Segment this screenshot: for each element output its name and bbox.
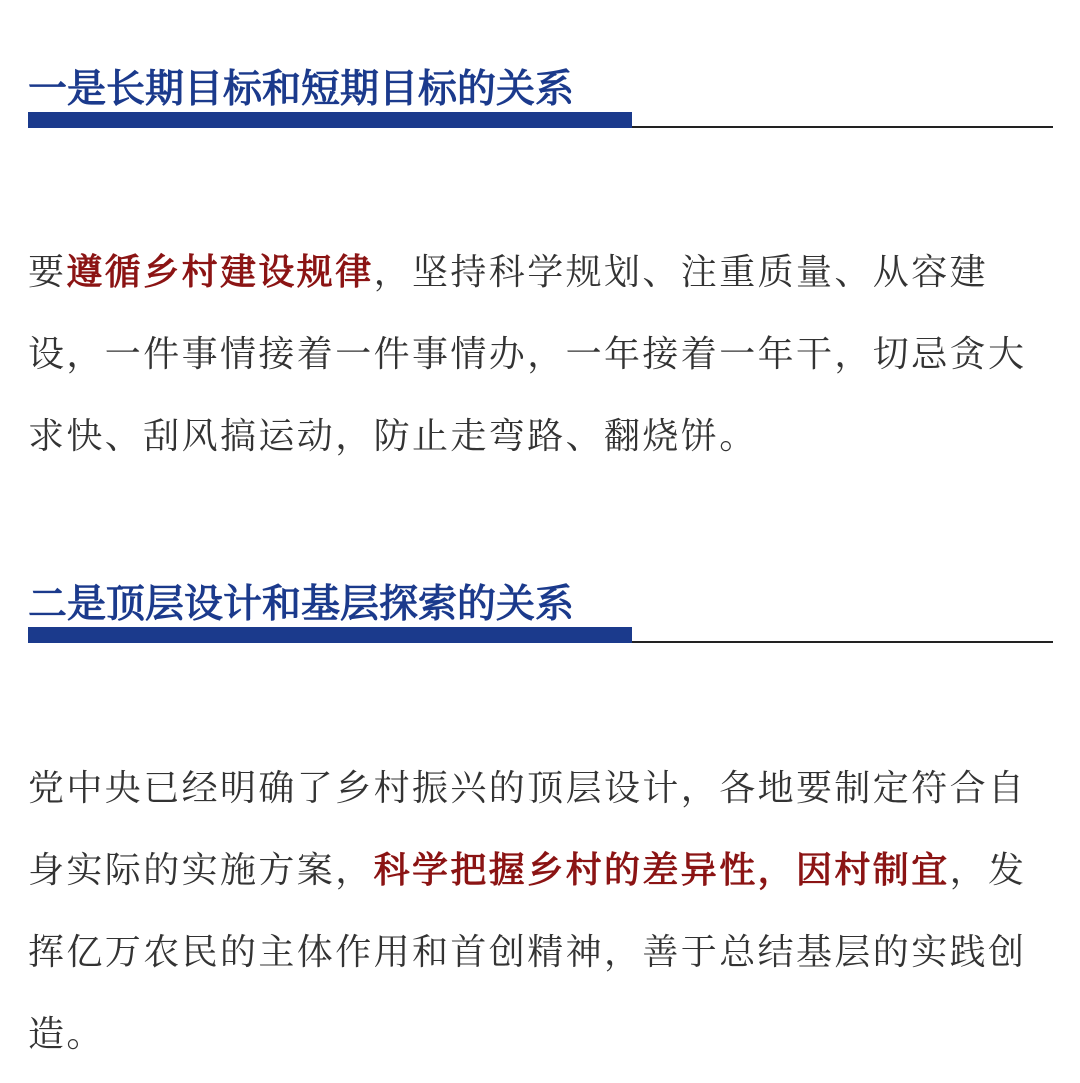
paragraph-1-emphasis: 遵循乡村建设规律 [66,252,374,293]
section-heading-2 [28,581,1053,643]
section-heading-1 [28,66,1053,128]
heading-accent-bar-1 [28,112,632,128]
section-title-2: 二是顶层设计和基层探索的关系 [28,582,575,627]
paragraph-2-body: ，发挥亿万农民的主体作用和首创精神，善于总结基层的实践创造。 [28,850,1027,1055]
paragraph-2 [28,748,1053,1076]
paragraph-1-body: ，坚持科学规划、注重质量、从容建设，一件事情接着一件事情办，一年接着一年干，切忌贪大求快、刮风搞运动，防止走弯路、翻烧饼。 [28,252,1027,457]
paragraph-2-intro: 党中央已经明确了乡村振兴的顶层设计，各地要制定符合自身实际的实施方案， [28,768,1027,891]
heading-divider-1 [632,126,1053,128]
paragraph-1 [28,232,1053,478]
paragraph-1-intro: 要 [28,252,67,293]
heading-accent-bar-2 [28,627,632,643]
paragraph-2-emphasis: 科学把握乡村的差异性，因村制宜 [373,850,950,891]
section-title-1: 一是长期目标和短期目标的关系 [28,67,575,112]
heading-divider-2 [632,641,1053,643]
